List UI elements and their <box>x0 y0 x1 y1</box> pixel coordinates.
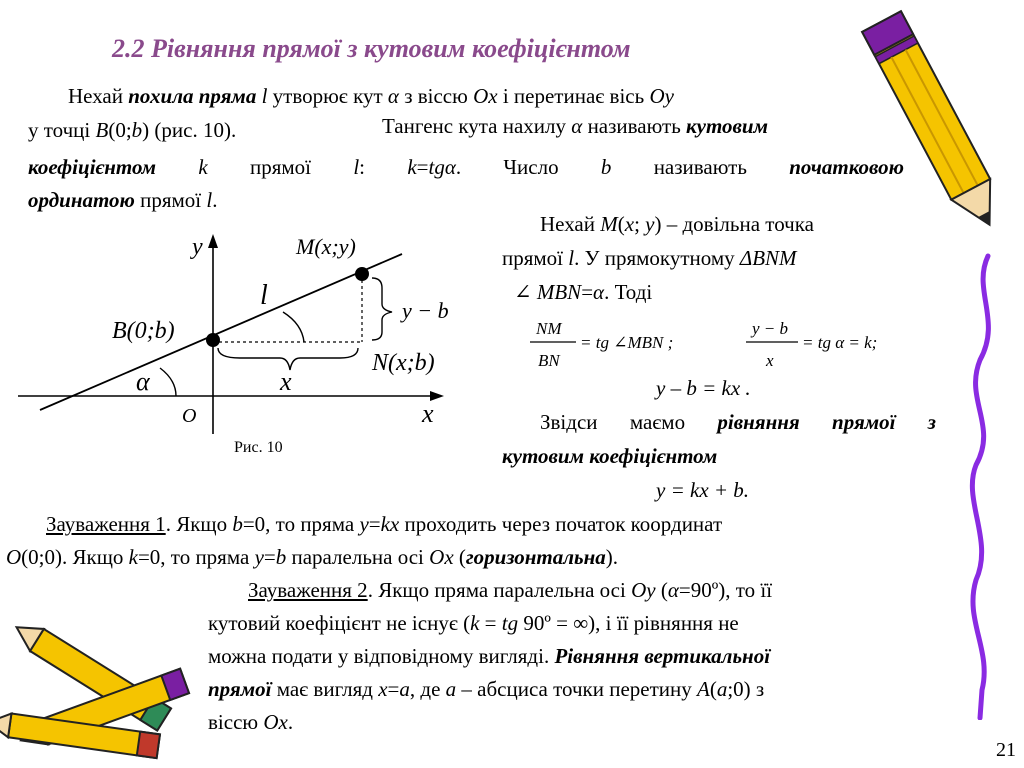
point-m-dot <box>355 267 369 281</box>
note-2-line-1 <box>248 578 772 602</box>
text-run: A <box>697 677 710 701</box>
text-run: (0;0). Якщо <box>21 545 129 569</box>
fraction-1-den: BN <box>538 351 560 370</box>
text-run: Ox <box>429 545 454 569</box>
note-2-line-5 <box>208 710 293 734</box>
text-run: B <box>95 118 109 142</box>
text-run: – абсциса точки перетину <box>456 677 697 701</box>
equation-2: y = kx + b. <box>656 478 750 502</box>
squiggle-decoration <box>958 250 1008 720</box>
y-axis-arrow <box>208 234 218 248</box>
text-run: ;0) з <box>727 677 765 701</box>
text-run: a <box>716 677 728 701</box>
text-run: k <box>407 155 417 179</box>
text-run: . Якщо пряма паралельна осі <box>367 578 632 602</box>
text-run: ( <box>617 212 625 236</box>
text-run: називають <box>611 155 790 179</box>
text-run: M <box>600 212 618 236</box>
text-run: l <box>206 188 213 212</box>
text-run: = <box>263 545 276 569</box>
text-run: утворює кут <box>267 84 388 108</box>
text-run: = <box>387 677 400 701</box>
text-run: . У прямокутному <box>574 246 740 270</box>
note-2-line-3 <box>208 644 770 668</box>
text-run: кутовим <box>686 114 769 138</box>
text-run: віссю <box>208 710 264 734</box>
text-run: має вигляд <box>271 677 379 701</box>
text-run: прямої <box>502 246 569 270</box>
text-run: паралельна осі <box>286 545 430 569</box>
text-run: l <box>256 84 268 108</box>
right-line-2 <box>502 246 797 270</box>
text-run: Oy <box>631 578 656 602</box>
text-run: Тангенс кута нахилу <box>382 114 572 138</box>
pencil-icon <box>860 0 1010 245</box>
text-run: b <box>275 545 287 569</box>
text-run: ΔBNM <box>739 246 797 270</box>
note-1-line-1 <box>46 512 722 536</box>
formula-fractions <box>516 316 936 376</box>
text-run: =0, то пряма <box>242 512 360 536</box>
text-run: Нехай <box>540 212 601 236</box>
text-run: x <box>378 677 388 701</box>
text-run: ) (рис. 10). <box>142 118 237 142</box>
line-l <box>40 254 402 410</box>
point-m-label: M(x;y) <box>296 234 356 259</box>
text-run: kx <box>380 512 400 536</box>
text-run: l <box>353 155 360 179</box>
angle-alpha-label: α <box>136 367 150 396</box>
fraction-2-num: y − b <box>752 319 789 338</box>
text-run: ( <box>655 578 668 602</box>
text-run: = <box>416 155 429 179</box>
slide-title: 2.2 Рівняння прямої з кутовим коефіцієнтом <box>112 34 631 63</box>
text-run: tgα <box>428 155 456 179</box>
text-run: коефіцієнтом <box>28 155 157 179</box>
text-run: : <box>359 155 408 179</box>
brace-ymb <box>372 278 392 340</box>
text-run: = <box>368 512 381 536</box>
note-2-line-4 <box>208 677 764 701</box>
figure-10 <box>0 220 480 460</box>
right-line-3 <box>514 280 652 304</box>
length-ymb-label: y − b <box>402 298 449 323</box>
text-run: a <box>399 677 410 701</box>
intro-line-3 <box>28 155 904 179</box>
text-run: k <box>470 611 480 635</box>
x-axis-label: x <box>422 399 434 428</box>
point-n-label: N(x;b) <box>372 350 435 376</box>
length-x-label: x <box>280 367 292 396</box>
equation-1: y – b = kx . <box>656 376 751 400</box>
text-run: . <box>212 188 218 212</box>
note-1-line-2 <box>6 545 618 569</box>
text-run: , де <box>409 677 446 701</box>
text-run: ( <box>453 545 466 569</box>
fraction-2-den: x <box>766 351 774 370</box>
text-run: Зауваження 1 <box>46 512 166 536</box>
text-run: α <box>667 578 679 602</box>
text-run: Звідси маємо <box>540 410 718 434</box>
text-run: і перетинає вісь <box>497 84 650 108</box>
pencils-icon <box>0 610 200 765</box>
line-l-label: l <box>260 280 268 311</box>
angle-arc-mbn <box>283 312 304 342</box>
text-run: =0, то пряма <box>137 545 255 569</box>
text-run: y <box>359 512 369 536</box>
text-run: можна подати у відповідному вигляді. <box>208 644 555 668</box>
text-run: ∠ <box>514 280 537 304</box>
intro-line-4 <box>28 188 218 212</box>
angle-arc-alpha <box>160 368 176 396</box>
text-run: x <box>624 212 635 236</box>
text-run: ). <box>605 545 619 569</box>
right-line-4 <box>540 410 936 434</box>
text-run: Нехай <box>68 84 129 108</box>
text-run: O <box>6 545 22 569</box>
text-run: = <box>479 611 502 635</box>
text-run: ординатою <box>28 188 135 212</box>
text-run: горизонтальна <box>465 545 606 569</box>
text-run: MBN <box>536 280 582 304</box>
text-run: tg <box>501 611 519 635</box>
text-run: (0; <box>108 118 132 142</box>
fraction-1-rest: = tg ∠MBN ; <box>580 333 674 352</box>
text-run: кутовий коефіцієнт не існує ( <box>208 611 471 635</box>
text-run: . <box>287 710 294 734</box>
text-run: Зауваження 2 <box>248 578 368 602</box>
text-run: проходить через початок координат <box>399 512 723 536</box>
text-run: l <box>568 246 575 270</box>
text-run: ; <box>634 212 646 236</box>
text-run: . Тоді <box>604 280 653 304</box>
fraction-1-num: NM <box>536 319 562 338</box>
text-run: α <box>593 280 605 304</box>
note-2-line-2 <box>208 611 739 635</box>
fraction-2-rest: = tg α = k; <box>802 333 878 352</box>
text-run: =90º), то її <box>678 578 773 602</box>
text-run: α <box>571 114 583 138</box>
text-run: k <box>156 155 208 179</box>
text-run: прямої <box>208 677 272 701</box>
text-run: Oy <box>649 84 674 108</box>
text-run: початковою <box>789 155 904 179</box>
text-run: ( <box>709 677 717 701</box>
text-run: k <box>128 545 138 569</box>
right-line-1 <box>540 212 814 236</box>
origin-label: O <box>182 405 197 427</box>
text-run: рівняння прямої з <box>717 410 936 434</box>
text-run: у точці <box>28 118 96 142</box>
text-run: ) – довільна точка <box>654 212 814 236</box>
right-line-5: кутовим коефіцієнтом <box>502 444 718 468</box>
text-run: похила пряма <box>128 84 257 108</box>
text-run: . Якщо <box>165 512 233 536</box>
text-run: y <box>645 212 655 236</box>
text-run: b <box>232 512 243 536</box>
figure-caption: Рис. 10 <box>234 439 283 456</box>
text-run: прямої <box>207 155 354 179</box>
text-run: α <box>387 84 399 108</box>
intro-line-2a <box>28 118 236 142</box>
page-number: 21 <box>996 739 1016 761</box>
text-run: Рівняння вертикальної <box>554 644 771 668</box>
text-run: b <box>131 118 143 142</box>
intro-line-2b <box>382 114 768 138</box>
y-axis-label: y <box>192 234 203 260</box>
point-b-label: B(0;b) <box>112 318 175 344</box>
text-run: називають <box>582 114 687 138</box>
text-run: b <box>600 155 612 179</box>
text-run: 90º = ∞), і її рівняння не <box>518 611 739 635</box>
point-b-dot <box>206 333 220 347</box>
text-run: = <box>581 280 594 304</box>
text-run: y <box>254 545 264 569</box>
intro-line-1 <box>68 84 674 108</box>
text-run: Ox <box>473 84 498 108</box>
text-run: . Число <box>455 155 601 179</box>
text-run: прямої <box>134 188 207 212</box>
text-run: з віссю <box>398 84 474 108</box>
text-run: Ox <box>263 710 288 734</box>
text-run: a <box>445 677 457 701</box>
